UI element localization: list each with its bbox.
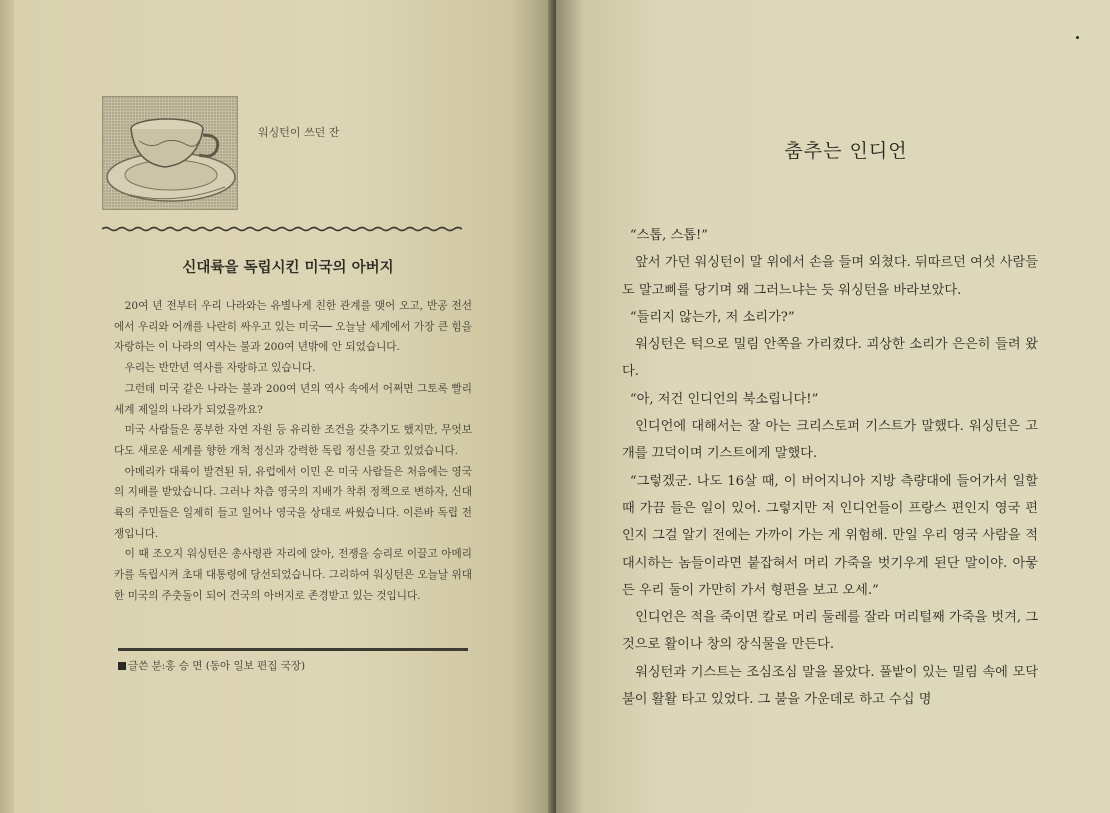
wavy-divider (102, 226, 462, 232)
square-bullet-icon (118, 662, 126, 670)
story-paragraph: “그렇겠군. 나도 16살 때, 이 버어지니아 지방 측량대에 들어가서 일할 때 가끔 들은 일이 있어. 그렇지만 저 인디언들이 프랑스 편인지 영국 편인지 그걸 알기 전에는 가까이 가는 게 위험해. 만일 우리 영국 사람을 적대시하는 놈들이라면 붙잡혀서 머리 가죽을 벗기우게 된단 말이야. 아뭏든 우리 둘이 가만히 가서 형편을 보고 오세.” (622, 473, 1038, 598)
story-paragraph: 인디언은 적을 죽이면 칼로 머리 둘레를 잘라 머리털째 가죽을 벗겨, 그것으로 활이나 창의 장식물을 만든다. (622, 610, 1038, 653)
story-paragraph: “들리지 않는가, 저 소리가?” (629, 309, 795, 325)
article-paragraph: 이 때 조오지 워싱턴은 총사령관 자리에 앉아, 전쟁을 승리로 이끌고 아메리카를 독립시켜 초대 대통령에 당선되었습니다. 그리하여 워싱턴은 오늘날 위대한 미국의 주춧돌이 되어 건국의 아버지로 존경받고 있는 것입니다. (114, 548, 472, 602)
story-title: 춤추는 인디언 (784, 140, 908, 162)
story-paragraph: 워싱턴과 기스트는 조심조심 말을 몰았다. 풀밭이 있는 밀림 속에 모닥불이 활활 타고 있었다. 그 불을 가운데로 하고 수십 명 (622, 664, 1038, 708)
left-page (14, 0, 554, 813)
article-paragraph: 우리는 반만년 역사를 자랑하고 있습니다. (124, 362, 316, 375)
article-paragraph: 아메리카 대륙이 발견된 뒤, 유럽에서 이민 온 미국 사람들은 처음에는 영국의 지배를 받았습니다. 그러나 차츰 영국의 지배가 착취 정책으로 변하자, 신대륙의 주민들은 일제히 들고 일어나 영국을 상대로 싸웠습니다. 이른바 독립 전쟁입니다. (114, 465, 472, 540)
article-paragraph: 20여 년 전부터 우리 나라와는 유별나게 친한 관계를 맺어 오고, 반공 전선에서 우리와 어깨를 나란히 싸우고 있는 미국── 오늘날 세계에서 가장 큰 힘을 자랑하는 이 나라의 역사는 불과 200여 년밖에 안 되었습니다. (114, 300, 472, 354)
story-paragraph: 앞서 가던 워싱턴이 말 위에서 손을 들며 외쳤다. 뒤따르던 여섯 사람들도 말고삐를 당기며 왜 그러느냐는 듯 워싱턴을 바라보았다. (622, 255, 1038, 298)
illustration-caption: 워싱턴이 쓰던 잔 (258, 126, 340, 139)
byline-text: 글쓴 분:홍 승 면 (동아 일보 편집 국장) (128, 660, 306, 672)
article-paragraph: 미국 사람들은 풍부한 자연 자원 등 유리한 조건을 갖추기도 했지만, 무엇보다도 새로운 세계를 향한 개척 정신과 강력한 독립 정신을 갖고 있었습니다. (114, 424, 472, 457)
page-edge (0, 0, 14, 813)
article-title: 신대륙을 독립시킨 미국의 아버지 (182, 259, 394, 276)
story-paragraph: “스톱, 스톱!” (629, 228, 709, 243)
byline (118, 658, 305, 673)
story-paragraph: 인디언에 대해서는 잘 아는 크리스토퍼 기스트가 말했다. 워싱턴은 고개를 끄덕이며 기스트에게 말했다. (622, 419, 1038, 462)
article-body (114, 296, 472, 607)
story-paragraph: “아, 저건 인디언의 북소립니다!” (629, 391, 819, 407)
right-page (556, 0, 1110, 813)
article-paragraph: 그런데 미국 같은 나라는 불과 200여 년의 역사 속에서 어쩌면 그토록 빨리 세계 제일의 나라가 되었을까요? (114, 382, 472, 416)
story-body (622, 222, 1038, 713)
speck (1076, 36, 1079, 39)
bottom-divider (118, 648, 468, 651)
teacup-icon (103, 97, 237, 209)
story-paragraph: 워싱턴은 턱으로 밀림 안쪽을 가리켰다. 괴상한 소리가 은은히 들려 왔다. (622, 337, 1038, 380)
teacup-illustration (102, 96, 238, 210)
